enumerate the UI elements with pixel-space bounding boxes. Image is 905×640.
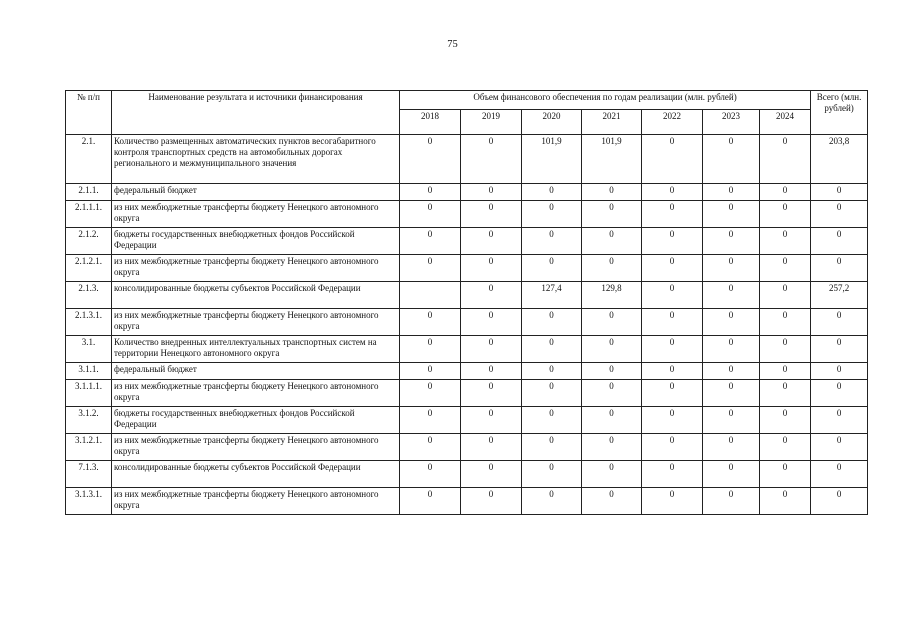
total-cell: 0 (811, 488, 868, 515)
year-value-cell: 0 (522, 488, 582, 515)
year-value-cell: 0 (461, 461, 522, 488)
year-value-cell: 0 (461, 228, 522, 255)
total-cell: 0 (811, 434, 868, 461)
row-name: из них межбюджетные трансферты бюджету Ненецкого автономного округа (112, 255, 400, 282)
table-row (66, 201, 868, 228)
year-value-cell: 0 (642, 488, 703, 515)
header-year: 2024 (760, 110, 811, 135)
year-value-cell: 0 (760, 255, 811, 282)
table-row (66, 380, 868, 407)
row-name: Количество внедренных интеллектуальных транспортных систем на территории Ненецкого автономного округа (112, 336, 400, 363)
year-value-cell: 0 (461, 184, 522, 201)
year-value-cell: 0 (461, 380, 522, 407)
row-number: 3.1.1. (66, 363, 112, 380)
total-cell: 203,8 (811, 135, 868, 184)
year-value-cell: 0 (400, 201, 461, 228)
header-year: 2023 (703, 110, 760, 135)
table-row (66, 434, 868, 461)
total-cell: 0 (811, 309, 868, 336)
row-number: 3.1.1.1. (66, 380, 112, 407)
year-value-cell: 0 (642, 309, 703, 336)
row-name: бюджеты государственных внебюджетных фондов Российской Федерации (112, 228, 400, 255)
year-value-cell: 101,9 (582, 135, 642, 184)
row-name: бюджеты государственных внебюджетных фондов Российской Федерации (112, 407, 400, 434)
total-cell: 257,2 (811, 282, 868, 309)
total-cell: 0 (811, 380, 868, 407)
year-value-cell: 0 (400, 363, 461, 380)
header-year: 2022 (642, 110, 703, 135)
year-value-cell: 0 (582, 228, 642, 255)
year-value-cell: 0 (522, 309, 582, 336)
year-value-cell: 0 (582, 201, 642, 228)
row-number: 2.1. (66, 135, 112, 184)
year-value-cell: 0 (522, 461, 582, 488)
year-value-cell: 0 (582, 184, 642, 201)
year-value-cell: 0 (522, 336, 582, 363)
year-value-cell: 0 (642, 184, 703, 201)
year-value-cell: 0 (703, 380, 760, 407)
table-row (66, 461, 868, 488)
year-value-cell: 0 (703, 407, 760, 434)
row-number: 3.1.2. (66, 407, 112, 434)
year-value-cell: 129,8 (582, 282, 642, 309)
year-value-cell: 0 (642, 135, 703, 184)
year-value-cell: 0 (522, 255, 582, 282)
row-number: 2.1.2.1. (66, 255, 112, 282)
header-name: Наименование результата и источники финансирования (112, 91, 400, 135)
table-row (66, 282, 868, 309)
year-value-cell: 0 (461, 282, 522, 309)
year-value-cell: 0 (703, 201, 760, 228)
table-row (66, 309, 868, 336)
row-name: из них межбюджетные трансферты бюджету Ненецкого автономного округа (112, 309, 400, 336)
year-value-cell: 0 (522, 434, 582, 461)
year-value-cell: 0 (522, 228, 582, 255)
year-value-cell: 0 (760, 434, 811, 461)
header-year: 2020 (522, 110, 582, 135)
year-value-cell: 0 (522, 363, 582, 380)
row-number: 7.1.3. (66, 461, 112, 488)
year-value-cell: 0 (582, 380, 642, 407)
total-cell: 0 (811, 184, 868, 201)
table-row (66, 228, 868, 255)
row-number: 2.1.3.1. (66, 309, 112, 336)
header-funding-group: Объем финансового обеспечения по годам реализации (млн. рублей) (400, 91, 811, 110)
year-value-cell: 101,9 (522, 135, 582, 184)
year-value-cell: 0 (642, 282, 703, 309)
year-value-cell: 0 (760, 363, 811, 380)
year-value-cell: 0 (400, 407, 461, 434)
year-value-cell (400, 282, 461, 309)
year-value-cell: 0 (642, 228, 703, 255)
year-value-cell: 0 (703, 135, 760, 184)
row-name: Количество размещенных автоматических пунктов весогабаритного контроля транспортных средств на автомобильных дорогах регионального и межмуниципального значения (112, 135, 400, 184)
header-year: 2021 (582, 110, 642, 135)
table-row (66, 488, 868, 515)
year-value-cell: 0 (582, 363, 642, 380)
header-year: 2018 (400, 110, 461, 135)
year-value-cell: 0 (760, 135, 811, 184)
row-number: 3.1.2.1. (66, 434, 112, 461)
row-name: из них межбюджетные трансферты бюджету Ненецкого автономного округа (112, 434, 400, 461)
year-value-cell: 0 (760, 201, 811, 228)
year-value-cell: 0 (760, 184, 811, 201)
table-row (66, 135, 868, 184)
header-total: Всего (млн. рублей) (811, 91, 868, 135)
header-number: № п/п (66, 91, 112, 135)
row-number: 2.1.3. (66, 282, 112, 309)
year-value-cell: 0 (703, 336, 760, 363)
table-row (66, 255, 868, 282)
year-value-cell: 0 (703, 255, 760, 282)
year-value-cell: 0 (703, 461, 760, 488)
row-name: из них межбюджетные трансферты бюджету Ненецкого автономного округа (112, 488, 400, 515)
year-value-cell: 0 (400, 461, 461, 488)
year-value-cell: 0 (642, 461, 703, 488)
year-value-cell: 0 (582, 407, 642, 434)
financing-table (65, 90, 868, 515)
table-header (66, 91, 868, 135)
year-value-cell: 0 (642, 407, 703, 434)
year-value-cell: 0 (400, 309, 461, 336)
year-value-cell: 0 (582, 434, 642, 461)
year-value-cell: 0 (582, 488, 642, 515)
year-value-cell: 0 (760, 407, 811, 434)
year-value-cell: 0 (400, 336, 461, 363)
year-value-cell: 0 (582, 255, 642, 282)
row-number: 2.1.2. (66, 228, 112, 255)
year-value-cell: 0 (642, 336, 703, 363)
total-cell: 0 (811, 407, 868, 434)
row-number: 3.1.3.1. (66, 488, 112, 515)
year-value-cell: 0 (461, 363, 522, 380)
year-value-cell: 0 (461, 309, 522, 336)
total-cell: 0 (811, 336, 868, 363)
year-value-cell: 0 (703, 228, 760, 255)
year-value-cell: 0 (461, 135, 522, 184)
total-cell: 0 (811, 228, 868, 255)
row-number: 2.1.1. (66, 184, 112, 201)
table-row (66, 184, 868, 201)
year-value-cell: 0 (760, 488, 811, 515)
year-value-cell: 0 (522, 380, 582, 407)
year-value-cell: 0 (642, 363, 703, 380)
year-value-cell: 0 (582, 461, 642, 488)
year-value-cell: 0 (522, 184, 582, 201)
year-value-cell: 0 (400, 434, 461, 461)
row-name: консолидированные бюджеты субъектов Российской Федерации (112, 282, 400, 309)
year-value-cell: 0 (461, 434, 522, 461)
row-name: федеральный бюджет (112, 184, 400, 201)
total-cell: 0 (811, 201, 868, 228)
table-row (66, 363, 868, 380)
year-value-cell: 0 (400, 228, 461, 255)
row-name: из них межбюджетные трансферты бюджету Ненецкого автономного округа (112, 380, 400, 407)
header-year: 2019 (461, 110, 522, 135)
year-value-cell: 0 (703, 282, 760, 309)
year-value-cell: 0 (760, 282, 811, 309)
row-name: из них межбюджетные трансферты бюджету Ненецкого автономного округа (112, 201, 400, 228)
year-value-cell: 0 (760, 228, 811, 255)
year-value-cell: 0 (400, 488, 461, 515)
year-value-cell: 0 (760, 336, 811, 363)
table-row (66, 336, 868, 363)
table-row (66, 407, 868, 434)
year-value-cell: 0 (760, 380, 811, 407)
year-value-cell: 0 (642, 380, 703, 407)
year-value-cell: 0 (461, 201, 522, 228)
year-value-cell: 0 (642, 434, 703, 461)
year-value-cell: 0 (760, 461, 811, 488)
row-number: 3.1. (66, 336, 112, 363)
year-value-cell: 0 (461, 407, 522, 434)
year-value-cell: 0 (760, 309, 811, 336)
year-value-cell: 0 (582, 309, 642, 336)
year-value-cell: 0 (461, 488, 522, 515)
total-cell: 0 (811, 461, 868, 488)
year-value-cell: 0 (522, 407, 582, 434)
year-value-cell: 0 (703, 363, 760, 380)
row-name: федеральный бюджет (112, 363, 400, 380)
year-value-cell: 0 (703, 434, 760, 461)
year-value-cell: 0 (400, 255, 461, 282)
total-cell: 0 (811, 363, 868, 380)
year-value-cell: 0 (400, 380, 461, 407)
year-value-cell: 0 (642, 255, 703, 282)
year-value-cell: 0 (400, 184, 461, 201)
year-value-cell: 0 (582, 336, 642, 363)
row-name: консолидированные бюджеты субъектов Российской Федерации (112, 461, 400, 488)
year-value-cell: 0 (703, 184, 760, 201)
year-value-cell: 127,4 (522, 282, 582, 309)
year-value-cell: 0 (703, 488, 760, 515)
year-value-cell: 0 (703, 309, 760, 336)
total-cell: 0 (811, 255, 868, 282)
row-number: 2.1.1.1. (66, 201, 112, 228)
year-value-cell: 0 (642, 201, 703, 228)
year-value-cell: 0 (461, 255, 522, 282)
year-value-cell: 0 (522, 201, 582, 228)
year-value-cell: 0 (461, 336, 522, 363)
table-body (66, 135, 868, 515)
year-value-cell: 0 (400, 135, 461, 184)
page-number: 75 (447, 39, 458, 50)
